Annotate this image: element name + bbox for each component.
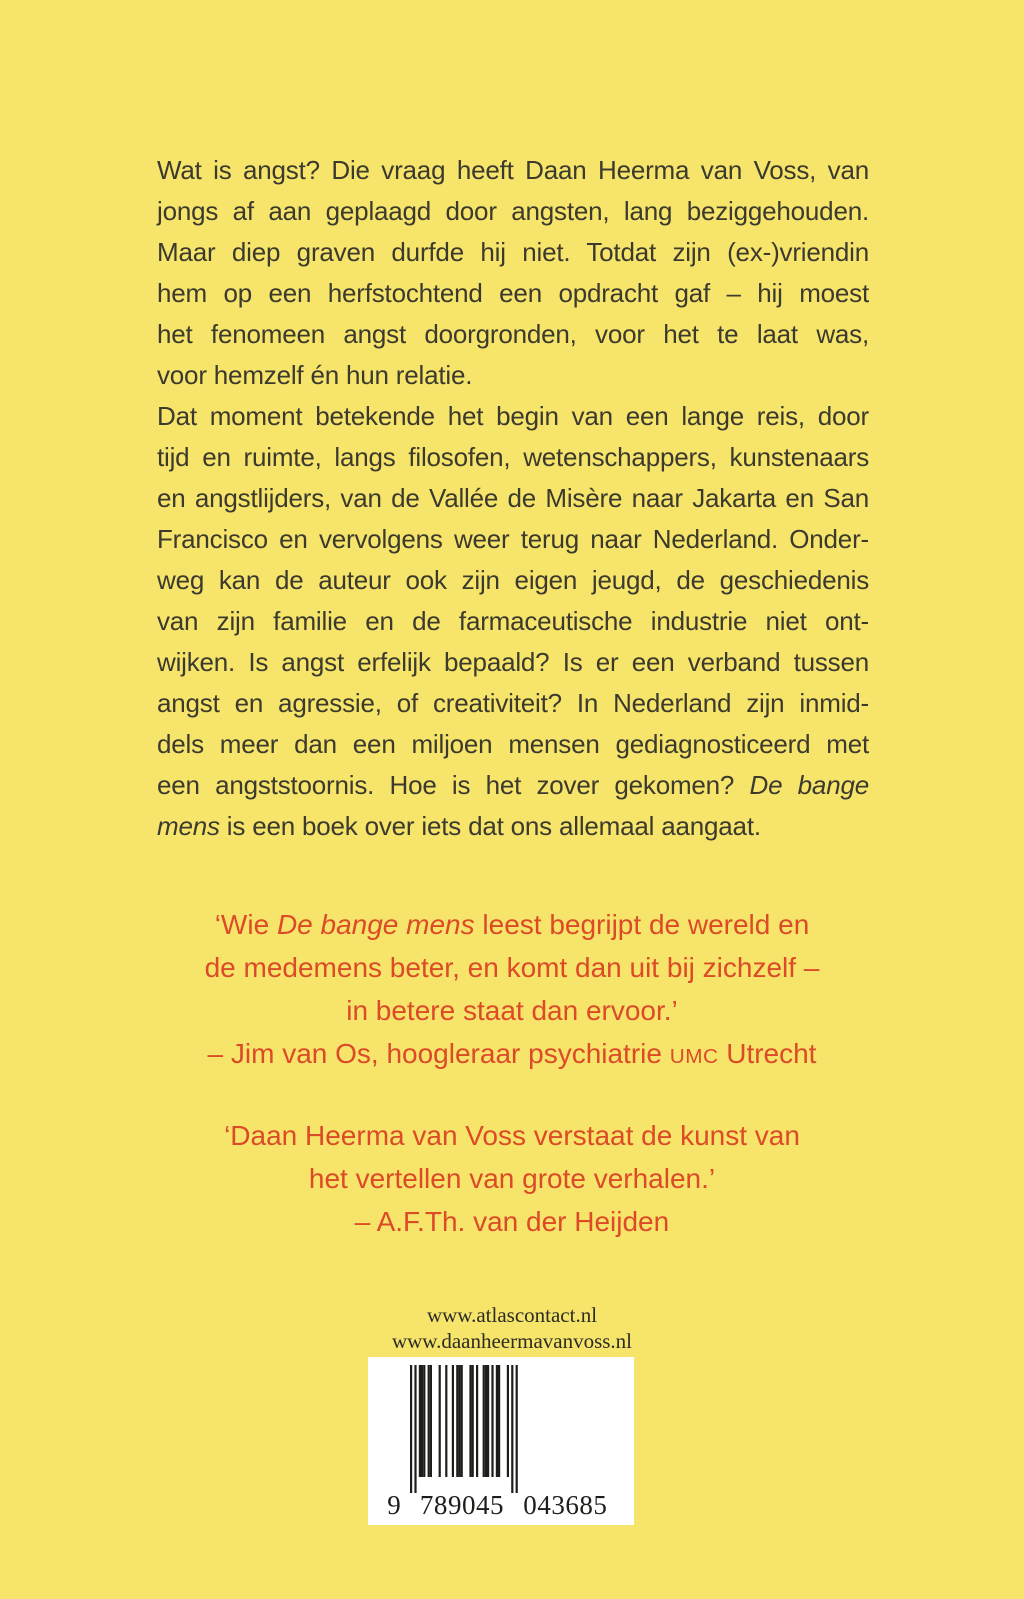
body-line: van zijn familie en de farmaceutische industrie niet ont- [157, 606, 869, 636]
body-line: hem op een herfstochtend een opdracht gaf – hij moest [157, 278, 869, 308]
body-line: mens is een boek over iets dat ons allemaal aangaat. [157, 811, 761, 841]
body-line: wijken. Is angst erfelijk bepaald? Is er een verband tussen [157, 647, 869, 677]
body-text [157, 150, 869, 847]
body-line: Dat moment betekende het begin van een lange reis, door [157, 401, 869, 431]
website-url-publisher: www.atlascontact.nl [426, 1303, 598, 1327]
publisher-websites [0, 1302, 1024, 1354]
quote-line: in betere staat dan ervoor.’ [346, 995, 678, 1026]
body-line: voor hemzelf én hun relatie. [157, 360, 473, 390]
body-line: angst en agressie, of creativiteit? In Nederland zijn inmid- [157, 688, 869, 718]
quote-line: de medemens beter, en komt dan uit bij zichzelf – [204, 952, 820, 983]
body-line: Wat is angst? Die vraag heeft Daan Heerma van Voss, van [157, 155, 869, 185]
body-line: Francisco en vervolgens weer terug naar Nederland. Onder- [157, 524, 869, 554]
quote-block-2 [112, 1114, 912, 1243]
body-line: jongs af aan geplaagd door angsten, lang beziggehouden. [157, 196, 869, 226]
quote-line: het vertellen van grote verhalen.’ [308, 1163, 716, 1194]
quote-block-1 [112, 903, 912, 1078]
quote-attribution: – Jim van Os, hoogleraar psychiatrie UMC Utrecht [207, 1038, 817, 1069]
barcode-graphic [382, 1365, 620, 1517]
svg-text:9: 9 [387, 1490, 401, 1517]
svg-text:043685: 043685 [523, 1490, 607, 1517]
body-line: tijd en ruimte, langs filosofen, wetenschappers, kunstenaars [157, 442, 869, 472]
body-line: het fenomeen angst doorgronden, voor het te laat was, [157, 319, 869, 349]
body-line: een angststoornis. Hoe is het zover gekomen? De bange [157, 770, 869, 800]
quote-line: ‘Daan Heerma van Voss verstaat de kunst van [224, 1120, 800, 1151]
svg-text:789045: 789045 [419, 1490, 504, 1517]
website-url-author: www.daanheermavanvoss.nl [391, 1329, 633, 1353]
isbn-barcode [368, 1357, 634, 1525]
body-line: weg kan de auteur ook zijn eigen jeugd, de geschiedenis [157, 565, 869, 595]
body-line: Maar diep graven durfde hij niet. Totdat zijn (ex-)vriendin [157, 237, 869, 267]
body-line: dels meer dan een miljoen mensen gediagnosticeerd met [157, 729, 869, 759]
quote-attribution: – A.F.Th. van der Heijden [354, 1206, 670, 1237]
quote-line: ‘Wie De bange mens leest begrijpt de wereld en [214, 909, 810, 940]
body-line: en angstlijders, van de Vallée de Misère naar Jakarta en San [157, 483, 869, 513]
